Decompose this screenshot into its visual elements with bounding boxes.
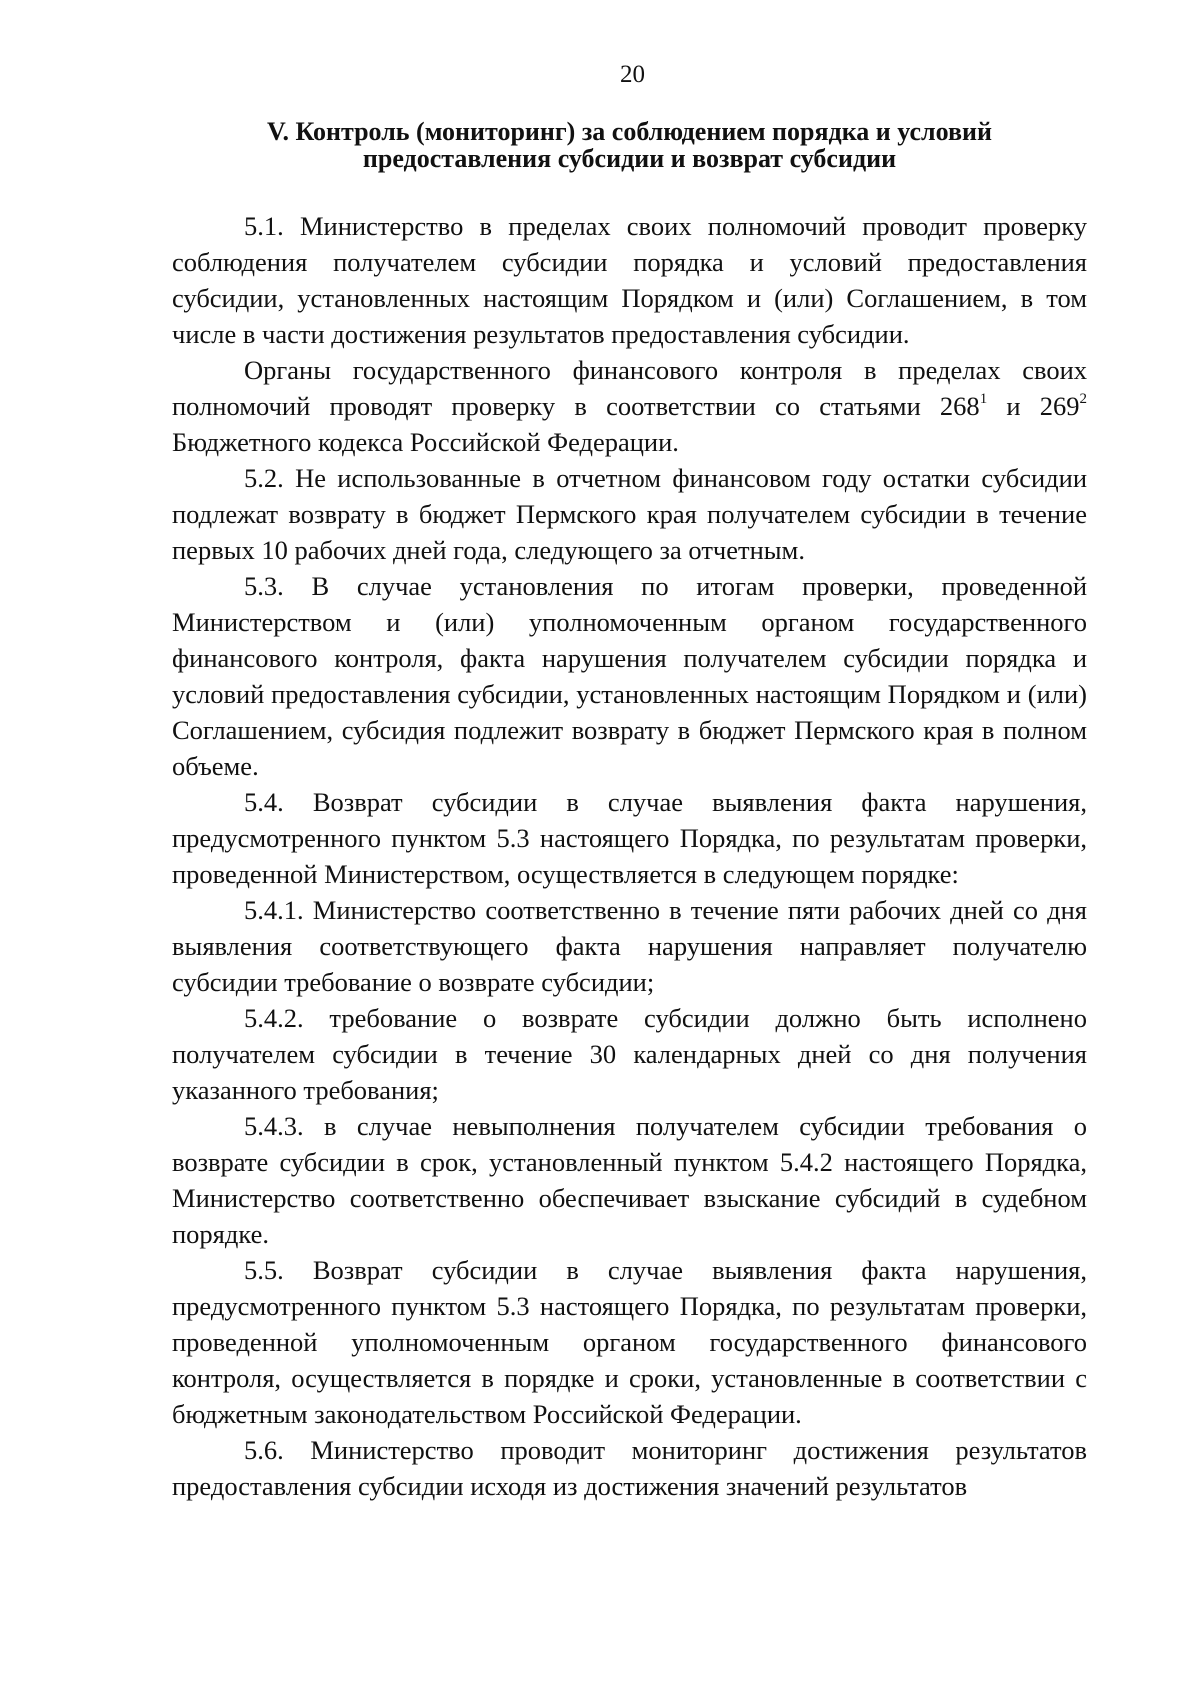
paragraph-5-6: 5.6. Министерство проводит мониторинг достижения результатов предоставления субсидии исходя из достижения значений результатов [172, 1435, 1087, 1501]
superscript-1: 1 [979, 391, 988, 407]
paragraph-financial-control [172, 352, 1087, 460]
paragraph-5-4: 5.4. Возврат субсидии в случае выявления факта нарушения, предусмотренного пунктом 5.3 настоящего Порядка, по результатам проверки, проведенной Министерством, осуществляется в следующем порядке: [172, 787, 1087, 889]
paragraph-financial-control-text-3: Бюджетного кодекса Российской Федерации. [172, 427, 679, 457]
superscript-2: 2 [1079, 391, 1087, 407]
paragraph-5-3: 5.3. В случае установления по итогам проверки, проведенной Министерством и (или) уполномоченным органом государственного финансового контроля, факта нарушения получателем субсидии порядка и условий предоставления субсидии, установленных настоящим Порядком и (или) Соглашением, субсидия подлежит возврату в бюджет Пермского края в полном объеме. [172, 571, 1087, 781]
paragraph-5-4-3: 5.4.3. в случае невыполнения получателем субсидии требования о возврате субсидии в срок, установленный пунктом 5.4.2 настоящего Порядка, Министерство соответственно обеспечивает взыскание субсидий в судебном порядке. [172, 1111, 1087, 1249]
section-title-line-1: V. Контроль (мониторинг) за соблюдением порядка и условий [267, 117, 992, 146]
paragraph-5-4-2: 5.4.2. требование о возврате субсидии должно быть исполнено получателем субсидии в течение 30 календарных дней со дня получения указанного требования; [172, 1003, 1087, 1105]
section-title-line-2: предоставления субсидии и возврат субсидии [362, 144, 897, 173]
paragraph-5-1: 5.1. Министерство в пределах своих полномочий проводит проверку соблюдения получателем субсидии порядка и условий предоставления субсидии, установленных настоящим Порядком и (или) Соглашением, в том числе в части достижения результатов предоставления субсидии. [172, 211, 1087, 349]
section-title [172, 118, 1087, 172]
paragraph-financial-control-text-1: Органы государственного финансового контроля в пределах своих полномочий проводят проверку в соответствии со статьями 268 [172, 355, 1087, 421]
document-body [172, 208, 1087, 1504]
paragraph-5-2: 5.2. Не использованные в отчетном финансовом году остатки субсидии подлежат возврату в бюджет Пермского края получателем субсидии в течение первых 10 рабочих дней года, следующего за отчетным. [172, 463, 1087, 565]
paragraph-financial-control-text-2: и 269 [987, 391, 1080, 421]
page-number: 20 [620, 61, 645, 88]
paragraph-5-5: 5.5. Возврат субсидии в случае выявления факта нарушения, предусмотренного пунктом 5.3 настоящего Порядка, по результатам проверки, проведенной уполномоченным органом государственного финансового контроля, осуществляется в порядке и сроки, установленные в соответствии с бюджетным законодательством Российской Федерации. [172, 1255, 1087, 1429]
paragraph-5-4-1: 5.4.1. Министерство соответственно в течение пяти рабочих дней со дня выявления соответствующего факта нарушения направляет получателю субсидии требование о возврате субсидии; [172, 895, 1087, 997]
